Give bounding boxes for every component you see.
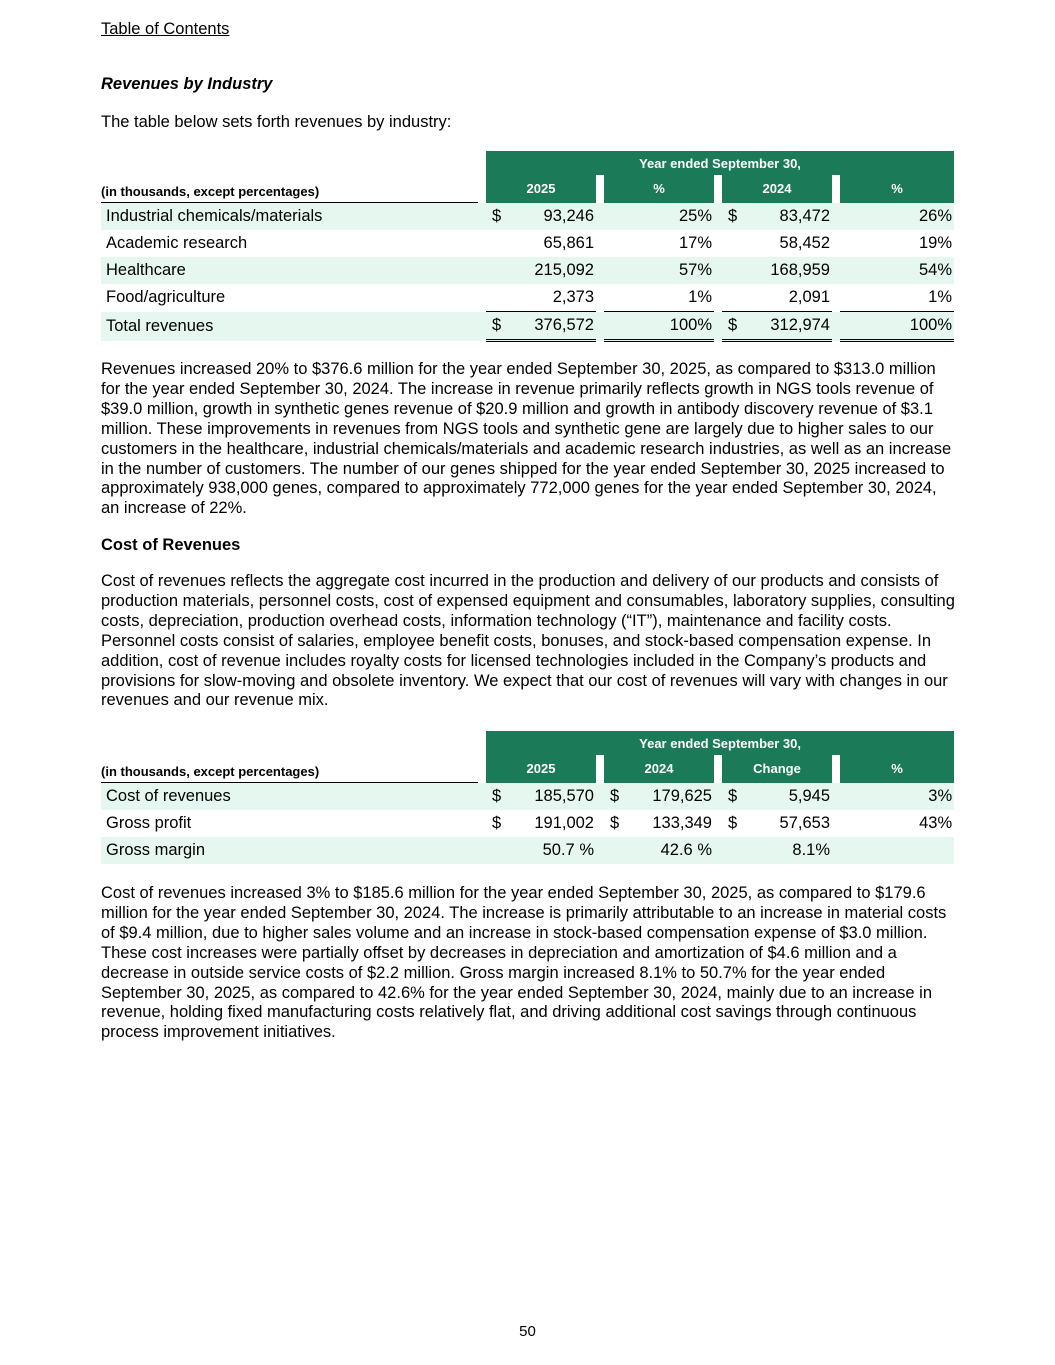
column-header-pct-2025: % [604, 175, 714, 203]
total-row [101, 312, 954, 341]
cost-analysis-paragraph: Cost of revenues increased 3% to $185.6 million for the year ended September 30, 2025, as compared to $179.6 million for the year ended September 30, 2024. The increase is primarily attributable to an increase in material costs of $9.4 million, due to higher sales volume and an increase in stock-based compensation expense of $3.0 million. These cost increases were partially offset by decreases in depreciation and amortization of $4.6 million and a decrease in outside service costs of $2.2 million. Gross margin increased 8.1% to 50.7% for the year ended September 30, 2025, as compared to 42.6% for the year ended September 30, 2024, mainly due to an increase in revenue, holding fixed manufacturing costs relatively flat, and driving additional cost savings through continuous process improvement initiatives. [101, 884, 947, 1042]
value-2024: 168,959 [742, 257, 832, 284]
value-2025: 376,572 [506, 312, 596, 341]
units-label: (in thousands, except percentages) [101, 175, 478, 203]
value-2024: 58,452 [779, 234, 830, 252]
value-2025: 65,861 [543, 234, 594, 252]
column-header-change: Change [722, 755, 832, 783]
currency-symbol: $ [722, 783, 742, 811]
currency-symbol [486, 230, 506, 257]
value-2024: 83,472 [742, 203, 832, 231]
revenues-analysis-paragraph: Revenues increased 20% to $376.6 million for the year ended September 30, 2025, as compared to $313.0 million for the year ended September 30, 2024. The increase in revenue primarily reflects growth in NGS tools revenue of $39.0 million, growth in synthetic genes revenue of $20.9 million and growth in antibody discovery revenue of $3.1 million. These improvements in revenues from NGS tools and synthetic gene are largely due to higher sales to our customers in the healthcare, industrial chemicals/materials and academic research industries, as well as an increase in the number of customers. The number of our genes shipped for the year ended September 30, 2025 increased to approximately 938,000 genes, compared to approximately 772,000 genes for the year ended September 30, 2024, an increase of 22%. [101, 360, 952, 518]
value-2024: 312,974 [742, 312, 832, 341]
column-header-2025: 2025 [486, 175, 596, 203]
currency-symbol: $ [722, 203, 742, 231]
row-label: Cost of revenues [101, 783, 478, 811]
currency-symbol [486, 284, 506, 312]
table-row [101, 810, 954, 837]
table-row [101, 230, 954, 257]
value-2024: 179,625 [624, 783, 714, 811]
currency-symbol: $ [486, 783, 506, 811]
currency-symbol: $ [486, 312, 506, 341]
column-header-2024: 2024 [604, 755, 714, 783]
change-pct: 43% [919, 814, 953, 832]
table-row [101, 284, 954, 312]
year-ended-group-header: Year ended September 30, [486, 151, 954, 175]
units-label: (in thousands, except percentages) [101, 755, 478, 783]
cost-of-revenues-description: Cost of revenues reflects the aggregate cost incurred in the production and delivery of our products and consists of production materials, personnel costs, cost of expensed equipment and consumables, laboratory supplies, consulting costs, depreciation, production overhead costs, information technology (“IT”), maintenance and facility costs. Personnel costs consist of salaries, employee benefit costs, bonuses, and stock-based compensation expense. In addition, cost of revenue includes royalty costs for licensed technologies included in the Company’s products and provisions for slow-moving and obsolete inventory. We expect that our cost of revenues will vary with changes in our revenues and our revenue mix. [101, 572, 955, 710]
value-2024: 2,091 [742, 284, 832, 312]
pct-2024: 100% [840, 312, 954, 341]
value-2025: 191,002 [534, 814, 594, 832]
currency-symbol [722, 257, 742, 284]
pct-2025: 100% [604, 312, 714, 341]
value-2025: 50.7 % [506, 837, 596, 864]
page-number: 50 [519, 1323, 536, 1340]
column-header-2024: 2024 [722, 175, 832, 203]
cost-of-revenues-heading: Cost of Revenues [101, 536, 241, 554]
pct-2024: 1% [840, 284, 954, 312]
pct-2025: 1% [604, 284, 714, 312]
currency-symbol: $ [486, 203, 506, 231]
row-label: Industrial chemicals/materials [101, 203, 478, 231]
value-2024: 133,349 [652, 814, 712, 832]
currency-symbol [722, 284, 742, 312]
revenues-by-industry-heading: Revenues by Industry [101, 75, 273, 93]
value-2025: 2,373 [506, 284, 596, 312]
value-2025: 215,092 [506, 257, 596, 284]
currency-symbol: $ [492, 814, 502, 832]
currency-symbol: $ [728, 814, 738, 832]
row-label: Healthcare [101, 257, 478, 284]
currency-symbol [486, 837, 506, 864]
table-row [101, 783, 954, 811]
change-pct: 3% [840, 783, 954, 811]
year-ended-group-header: Year ended September 30, [486, 731, 954, 755]
change-value: 8.1% [742, 837, 832, 864]
value-2025: 185,570 [506, 783, 596, 811]
table-row [101, 257, 954, 284]
change-value: 5,945 [742, 783, 832, 811]
pct-2024: 54% [840, 257, 954, 284]
row-label: Academic research [106, 234, 248, 252]
row-label: Total revenues [101, 312, 478, 341]
row-label: Gross margin [101, 837, 478, 864]
value-2025: 93,246 [506, 203, 596, 231]
row-label: Food/agriculture [106, 288, 226, 307]
currency-symbol [604, 837, 624, 864]
change-pct [840, 837, 954, 864]
table-row [101, 837, 954, 864]
pct-2025: 17% [678, 234, 712, 252]
cost-of-revenues-table [101, 731, 954, 864]
currency-symbol [722, 837, 742, 864]
currency-symbol: $ [610, 814, 620, 832]
currency-symbol: $ [722, 312, 742, 341]
pct-2024: 19% [918, 234, 952, 252]
revenues-by-industry-table [101, 151, 954, 342]
revenues-intro-text: The table below sets forth revenues by industry: [101, 113, 452, 131]
currency-symbol [486, 257, 506, 284]
column-header-pct: % [840, 755, 954, 783]
table-row [101, 203, 954, 231]
table-of-contents-link[interactable]: Table of Contents [101, 20, 230, 38]
column-header-2025: 2025 [486, 755, 596, 783]
pct-2025: 57% [604, 257, 714, 284]
currency-symbol [722, 230, 742, 257]
currency-symbol: $ [604, 783, 624, 811]
pct-2024: 26% [840, 203, 954, 231]
column-header-pct-2024: % [840, 175, 954, 203]
change-value: 57,653 [779, 814, 830, 832]
value-2024: 42.6 % [624, 837, 714, 864]
pct-2025: 25% [604, 203, 714, 231]
row-label: Gross profit [106, 814, 192, 832]
